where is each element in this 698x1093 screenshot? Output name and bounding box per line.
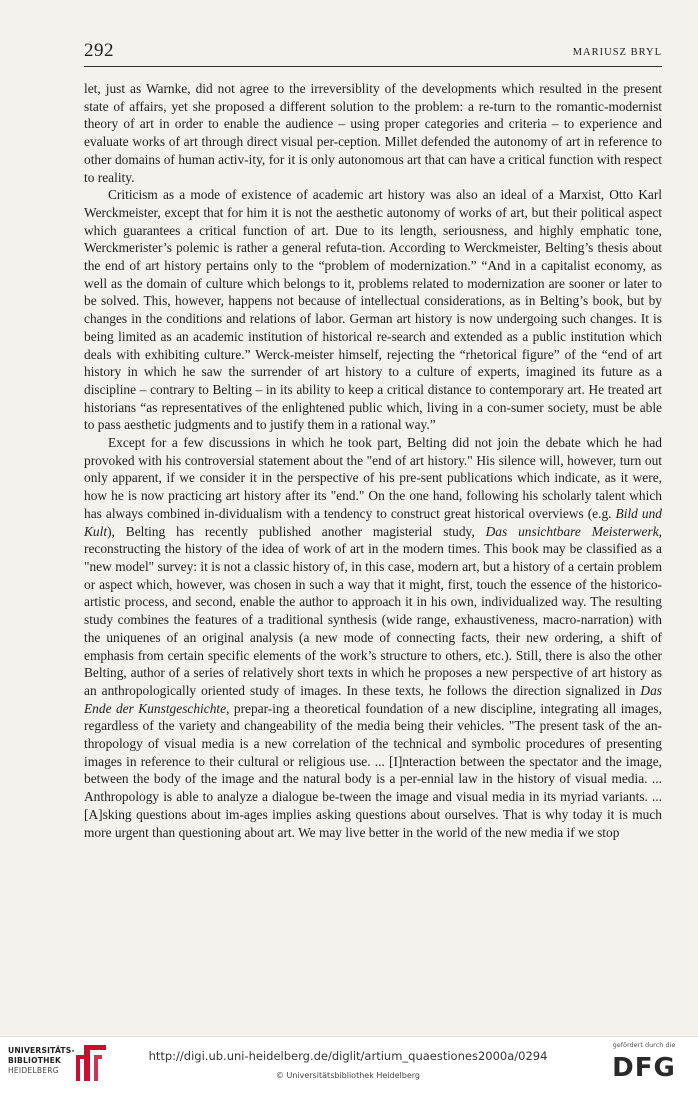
paragraph-3-part-c: , reconstructing the history of the idea of work of art in the modern times. This book may be classified as a "new model" survey: it is not a classic history of, in this case, modern art, but a history of a certain problem or aspect which, however, was chosen in such a way that it might, first, touch the essence of the historico-artistic process, and second, enable the author to approach it in his own, individualized way. The resulting study combines the features of a traditional synthesis (wide range, exhaustiveness, macro-narration) with the uniquenes of an original analysis (a new mode of connecting facts, their new ordering, a shift of emphasis from certain specific elements of the work’s structure to others, etc.). Still, there is also the other Belting, author of a series of relatively short texts in which he proposes a new perspective of art history as an anthropologically oriented study of images. In these texts, he follows the direction signalized in (84, 523, 663, 698)
permalink-url[interactable]: http://digi.ub.uni-heidelberg.de/diglit/artium_quaestiones2000a/0294 (148, 1049, 548, 1063)
paragraph-2: Criticism as a mode of existence of academic art history was also an ideal of a Marxist, Otto Karl Werckmeister, except that for him it is not the aesthetic autonomy of works of art, but their political aspect which guarantees a critical function of art. Due to its length, seriousness, and highly emphatic tone, Werckmerister’s polemic is rather a general refuta-tion. According to Werckmeister, Belting’s thesis about the end of art history pertains only to the “problem of modernization.” “And in a capitalist economy, as well as the domain of culture which belongs to it, problems related to modernization are sooner or later to be solved. This, however, happens not because of intellectual considerations, as in Belting’s book, but by changes in the conditions and relations of labor. German art history is now undergoing such changes. It is being limited as an academic institution of historical re-search and extended as a public institution which deals with exhibiting culture.” Werck-meister himself, rejecting the “rhetorical figure” of the “end of art history in which he saw the surrender of art history to a culture of experts, imagined its future as a discipline – contrary to Belting – in its ability to keep a critical distance to contemporary art. He treated art historians “as representatives of the enlightened public which, living in a con-sumer society, must be able to pass aesthetic judgments and to justify them in a rational way.” (84, 187, 662, 433)
viewer-footer (0, 1036, 698, 1093)
copyright-notice: © Universitätsbibliothek Heidelberg (275, 1071, 420, 1080)
library-name-line3: HEIDELBERG (8, 1066, 59, 1075)
library-name (8, 1046, 75, 1076)
dfg-logo-text: DFG (612, 1053, 676, 1081)
library-name-line1: UNIVERSITÄTS- (8, 1046, 75, 1055)
library-mark-icon (74, 1043, 108, 1083)
funding-note: gefördert durch die (612, 1041, 676, 1049)
library-name-line2: BIBLIOTHEK (8, 1056, 62, 1065)
dfg-logo-icon[interactable] (604, 1051, 684, 1081)
paragraph-3-part-b: ), Belting has recently published another magisterial study, (107, 523, 486, 539)
page-number: 292 (84, 40, 114, 61)
body-text (84, 80, 662, 841)
paragraph-3-part-a: Except for a few discussions in which he took part, Belting did not join the debate which he had provoked with his controversial statement about the "end of art history." His silence will, however, turn out only apparent, if we consider it in the perspective of his pre-sent publications which indicate, as it were, how he is now practicing art history after its "end." On the one hand, following his scholarly talent which has always combined in-dividualism with a tendency to construct great historical overviews (e.g. (84, 435, 662, 521)
title-bild-und-kult: Bild und Kult (84, 505, 662, 539)
paragraph-1: let, just as Warnke, did not agree to the irreversiblity of the developments which resulted in the present state of affairs, yet she proposed a different solution to the problem: a re-turn to the romantic-modernist theory of art in order to enable the audience – using proper categories and criteria – to experience and evaluate works of art through direct visual per-ception. Millet defended the autonomy of art in reference to other domains of human activ-ity, for it is only autonomous art that can have a critical function with respect to reality. (84, 81, 662, 185)
paragraph-3-part-d: , prepar-ing a theoretical foundation of a new discipline, integrating all images, regardless of the variety and changeability of the media being their vehicles. "The present task of the an-thropology of visual media is a new correlation of the technical and symbolic procedures of presenting images in reference to their cultural or religious use. ... [I]nteraction between the spectator and the image, between the body of the image and the natural body is a per-ennial law in the history of visual media. ... Anthropology is able to analyze a dialogue be-tween the image and visual media in its myriad variants. ... [A]sking questions about im-ages implies asking questions about ourselves. That is why today it is much more urgent than questioning about art. We may live better in the world of the new media if we stop (84, 700, 662, 840)
running-head: MARIUSZ BRYL (572, 47, 662, 58)
title-das-unsichtbare-meisterwerk: Das unsichtbare Meisterwerk (485, 523, 659, 539)
library-logo[interactable] (8, 1043, 128, 1087)
page-header (84, 40, 662, 67)
title-das-ende-der-kunstgeschichte: Das Ende der Kunstgeschichte (84, 682, 662, 716)
paragraph-3 (84, 434, 662, 841)
